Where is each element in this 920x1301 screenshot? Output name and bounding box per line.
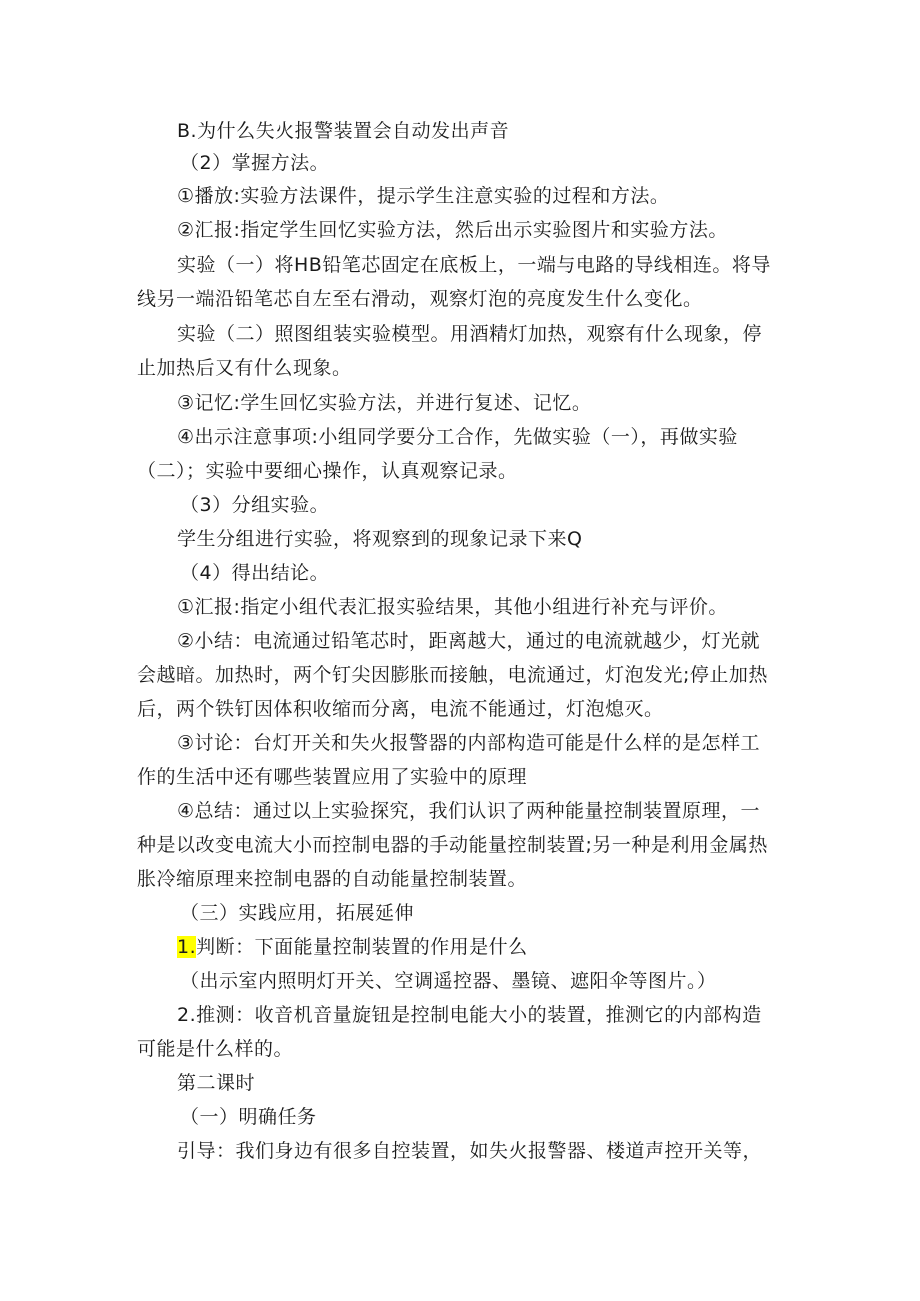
step-4-heading: （4）得出结论。 (180, 562, 330, 584)
paragraph-line: （二）；实验中要细心操作，认真观察记录。 (137, 460, 518, 482)
step-3-heading: （3）分组实验。 (180, 494, 330, 516)
paragraph-line: ③讨论：台灯开关和失火报警器的内部构造可能是什么样的是怎样工 (177, 732, 761, 754)
paragraph-line: 实验（一）将HB铅笔芯固定在底板上，一端与电路的导线相连。将导 (177, 254, 771, 276)
paragraph-line: ④总结：通过以上实验探究，我们认识了两种能量控制装置原理，一 (177, 800, 761, 822)
paragraph-line: 胀冷缩原理来控制电器的自动能量控制装置。 (137, 868, 528, 890)
paragraph-line: 2.推测：收音机音量旋钮是控制电能大小的装置，推测它的内部构造 (177, 1004, 762, 1026)
paragraph-line: 可能是什么样的。 (137, 1038, 294, 1060)
paragraph-line: ③记忆:学生回忆实验方法，并进行复述、记忆。 (177, 392, 592, 414)
paragraph-line: 作的生活中还有哪些装置应用了实验中的原理 (137, 766, 528, 788)
highlighted-number: 1. (177, 936, 197, 958)
paragraph-line: 学生分组进行实验，将观察到的现象记录下来Q (177, 528, 583, 550)
paragraph-line: 后，两个铁钉因体积收缩而分离，电流不能通过，灯泡熄灭。 (137, 698, 664, 720)
paragraph-line: 止加热后又有什么现象。 (137, 357, 352, 379)
paragraph-line: ①播放:实验方法课件，提示学生注意实验的过程和方法。 (177, 185, 670, 207)
paragraph-line: 实验（二）照图组装实验模型。用酒精灯加热，观察有什么现象，停 (177, 323, 763, 345)
judge-text: 判断：下面能量控制装置的作用是什么 (196, 936, 528, 958)
paragraph-line: 种是以改变电流大小而控制电器的手动能量控制装置;另一种是利用金属热 (137, 834, 768, 856)
paragraph-line: 引导：我们身边有很多自控装置，如失火报警器、楼道声控开关等， (177, 1140, 763, 1162)
task-heading: （一）明确任务 (180, 1106, 317, 1128)
paragraph-line: ②汇报:指定学生回忆实验方法，然后出示实验图片和实验方法。 (177, 219, 728, 241)
option-b-line: B.为什么失火报警装置会自动发出声音 (177, 120, 510, 142)
lesson-heading: 第二课时 (177, 1072, 256, 1094)
paragraph-line: ②小结：电流通过铅笔芯时，距离越大，通过的电流就越少，灯光就 (177, 630, 761, 652)
judge-line (177, 935, 528, 959)
paragraph-line: ①汇报:指定小组代表汇报实验结果，其他小组进行补充与评价。 (177, 596, 728, 618)
section-heading: （三）实践应用，拓展延伸 (180, 902, 415, 924)
paragraph-line: 会越暗。加热时，两个钉尖因膨胀而接触，电流通过，灯泡发光;停止加热 (137, 664, 768, 686)
paragraph-line: 线另一端沿铅笔芯自左至右滑动，观察灯泡的亮度发生什么变化。 (137, 288, 703, 310)
paragraph-line: （出示室内照明灯开关、空调遥控器、墨镜、遮阳伞等图片。） (180, 970, 717, 992)
paragraph-line: ④出示注意事项:小组同学要分工合作，先做实验（一），再做实验 (177, 426, 738, 448)
step-2-heading: （2）掌握方法。 (180, 152, 330, 174)
